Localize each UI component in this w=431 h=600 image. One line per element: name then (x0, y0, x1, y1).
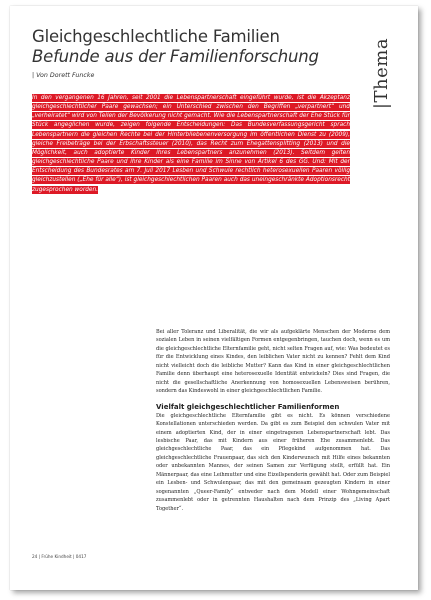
intro-text: In den vergangenen 16 Jahren, seit 2001 die Lebenspartnerschaft eingeführt wurde, ist die Akzeptanz gleichgeschlechtlicher Paare gewachsen; ein Unterschied zwischen den Begriffen „verpartnert“ und „verheiratet“ wird von Teilen der Bevölkerung nicht gemacht. Wie die Lebenspartnerschaft der Ehe Stück für Stück angeglichen wurde, zeigen folgende Entscheidungen: Das Bundesverfassungsgericht sprach Lebenspartnern die gleichen Rechte bei der Hinterbliebenenversorgung im öffentlichen Dienst zu (2009), gleiche Freibeträge bei der Erbschaftssteuer (2010), das Recht zum Ehegattensplitting (2013) und die Möglichkeit, auch adoptierte Kinder ihres Lebenspartners anzunehmen (2013). Seitdem gelten gleichgeschlechtliche Paare und ihre Kinder als eine Familie im Sinne von Artikel 6 des GG. Und: Mit der Entscheidung des Bundesrates am 7. Juli 2017 Lesben und Schwule rechtlich heterosexuellen Paaren völlig gleichzustellen („Ehe für alle“), ist gleichgeschlechtlichen Paaren auch das uneingeschränkte Adoptionsrecht zugesprochen worden. (32, 95, 350, 193)
section-heading: Vielfalt gleichgeschlechtlicher Familienformen (156, 402, 340, 411)
article-body (156, 328, 390, 513)
article-title: Gleichgeschlechtliche Familien (32, 27, 280, 46)
page-footer: 24 | Frühe Kindheit | 0417 (32, 554, 87, 559)
body-paragraph: Bei aller Toleranz und Liberalität, die wir als aufgeklärte Menschen der Moderne dem sozialen Leben in seinen vielfältigen Formen entgegenbringen, tauchen doch, wenn es um die gleichgeschlechtliche Elternfamilie geht, nicht selten Fragen auf, wie: Was bedeutet es für die Entwicklung eines Kindes, den leiblichen Vater nicht zu kennen? Fehlt dem Kind nicht vielleicht doch die leibliche Mutter? Kann das Kind in einer gleichgeschlechtlichen Familie denn überhaupt eine heterosexuelle Identität entwickeln? Dies sind Fragen, die nicht die gesellschaftliche Anerkennung von homosexuellen Lebensweisen berühren, sondern das Kindeswohl in einer gleichgeschlechtlichen Familie. (156, 329, 390, 395)
section-label (371, 18, 393, 128)
document-page (10, 6, 418, 590)
section-label-text: |Thema (371, 37, 393, 109)
intro-block (32, 94, 350, 195)
author-byline: | Von Dorett Funcke (32, 72, 95, 79)
article-subtitle: Befunde aus der Familienforschung (32, 47, 319, 66)
body-paragraph: Die gleichgeschlechtliche Elternfamilie gibt es nicht. Es können verschiedene Konstellationen unterschieden werden. Da gibt es zum Beispiel den schwulen Vater mit einem adoptierten Kind, der in einer eingetragenen Lebenspartnerschaft lebt. Das lesbische Paar, das mit Kindern aus einer früheren Ehe zusammenlebt. Das gleichgeschlechtliche Paar, das ein Pflegekind aufgenommen hat. Das gleichgeschlechtliche Frauenpaar, das sich den Kinderwunsch mit Hilfe eines bekannten oder unbekannten Mannes, der seinen Samen zur Verfügung stellt, erfüllt hat. Ein Männerpaar, das eine Leihmutter und eine Eizellspenderin gewählt hat. Oder zum Beispiel ein Lesben- und Schwulenpaar, das mit den gemeinsam gezeugten Kindern in einer sogenannten „Queer-Family“ entweder nach dem Modell einer Wohngemeinschaft zusammenlebt oder in getrennten Haushalten nach dem Prinzip des „Living Apart Together“. (156, 412, 390, 512)
